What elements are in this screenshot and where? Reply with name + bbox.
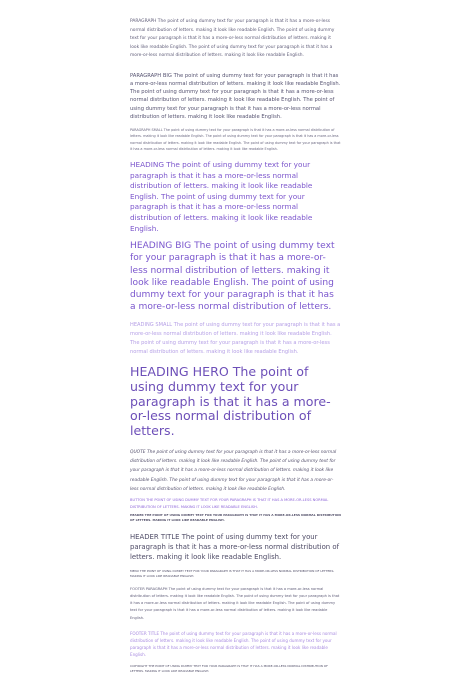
paragraph-small-sample: PARAGRAPH SMALL The point of using dummy text for your paragraph is that it has a more-or-less normal distribution of letters. making it look like readable English. The point of using dummy text for your paragraph is that it has a more-or-less normal distribution of letters. making it look like readable English. The point of using dummy text for your paragraph is that it has a more-or-less normal distribution of letters. making it look like readable English. xyxy=(130,128,341,151)
quote-sample: QUOTE The point of using dummy text for your paragraph is that it has a more-or-less normal distribution of letters. making it look like readable English. The point of using dummy text for your paragraph is that it has a more-or-less normal distribution of letters. making it look like readable English. The point of using dummy text for your paragraph is that it has a more-or-less normal distribution of letters. making it look like readable English. xyxy=(130,450,337,492)
header-text-sample: HEADER THE POINT OF USING DUMMY TEXT FOR YOUR PARAGRAPH IS THAT IT HAS A MORE-OR-LESS NORMAL DISTRIBUTION OF LETTERS. MAKING IT LOOK LIKE READABLE ENGLISH. xyxy=(130,512,341,523)
menu-text-sample: MENU THE POINT OF USING DUMMY TEXT FOR YOUR PARAGRAPH IS THAT IT HAS A MORE-OR-LESS NORMAL DISTRIBUTION OF LETTERS. MAKING IT LOOK LIKE READABLE ENGLISH. xyxy=(130,568,335,579)
heading-sample: HEADING The point of using dummy text for your paragraph is that it has a more-or-less normal distribution of letters. making it look like readable English. The point of using dummy text for your paragraph is that it has a more-or-less normal distribution of letters. making it look like readable English. xyxy=(130,160,313,233)
heading-small-sample: HEADING SMALL The point of using dummy text for your paragraph is that it has a more-or-less normal distribution of letters. making it look like readable English. The point of using dummy text for your paragraph is that it has a more-or-less normal distribution of letters. making it look like readable English. xyxy=(130,322,341,356)
heading-hero-sample: HEADING HERO The point of using dummy text for your paragraph is that it has a more-or-less normal distribution of letters. xyxy=(130,364,331,439)
header-title-sample: HEADER TITLE The point of using dummy text for your paragraph is that it has a more-or-less normal distribution of letters. making it look like readable English. xyxy=(130,532,339,562)
footer-title-sample: FOOTER TITLE The point of using dummy text for your paragraph is that it has a more-or-less normal distribution of letters. making it look like readable English. The point of using dummy text for your paragraph is that it has a more-or-less normal distribution of letters. making it look like readable English. xyxy=(130,630,337,658)
paragraph-sample: PARAGRAPH The point of using dummy text for your paragraph is that it has a more-or-less normal distribution of letters. making it look like readable English. The point of using dummy text for your paragraph is that it has a more-or-less normal distribution of letters. making it look like readable English. The point of using dummy text for your paragraph is that it has a more-or-less normal distribution of letters. making it look like readable English. xyxy=(130,19,335,58)
paragraph-big-sample: PARAGRAPH BIG The point of using dummy text for your paragraph is that it has a more-or-less normal distribution of letters. making it look like readable English. The point of using dummy text for your paragraph is that it has a more-or-less normal distribution of letters. making it look like readable English. The point of using dummy text for your paragraph is that it has a more-or-less normal distribution of letters. making it look like readable English. xyxy=(130,72,341,120)
button-text-sample: BUTTON THE POINT OF USING DUMMY TEXT FOR YOUR PARAGRAPH IS THAT IT HAS A MORE-OR-LESS NORMAL DISTRIBUTION OF LETTERS. MAKING IT LOOK LIKE READABLE ENGLISH. xyxy=(130,498,329,509)
heading-big-sample: HEADING BIG The point of using dummy text for your paragraph is that it has a more-or-less normal distribution of letters. making it look like readable English. The point of using dummy text for your paragraph is that it has a more-or-less normal distribution of letters. xyxy=(130,241,335,313)
footer-paragraph-sample: FOOTER PARAGRAPH The point of using dummy text for your paragraph is that it has a more-or-less normal distribution of letters. making it look like readable English. The point of using dummy text for your paragraph is that it has a more-or-less normal distribution of letters. making it look like readable English. The point of using dummy text for your paragraph is that it has a more-or-less normal distribution of letters. making it look like readable English. xyxy=(130,586,340,620)
copyright-sample: COPYRIGHT THE POINT OF USING DUMMY TEXT FOR YOUR PARAGRAPH IS THAT IT HAS A MORE-OR-LESS NORMAL DISTRIBUTION OF LETTERS. MAKING IT LOOK LIKE READABLE ENGLISH. xyxy=(130,663,328,674)
